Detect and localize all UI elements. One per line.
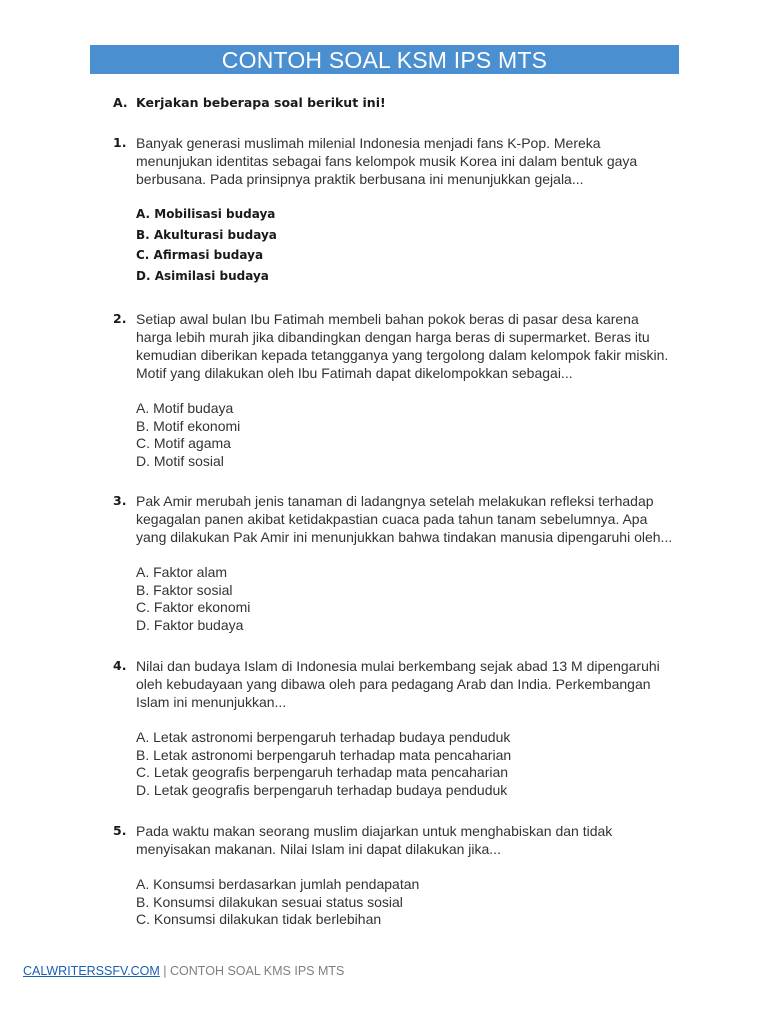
option-c: C. Afirmasi budaya	[136, 248, 264, 263]
page-title: CONTOH SOAL KSM IPS MTS	[221, 47, 548, 73]
section-instruction	[113, 95, 386, 110]
option-c: C. Konsumsi dilakukan tidak berlebihan	[136, 911, 382, 928]
question-5	[113, 822, 673, 929]
options-list	[136, 729, 673, 799]
question-3	[113, 492, 673, 634]
option-a: A. Konsumsi berdasarkan jumlah pendapatan	[136, 876, 420, 892]
option-b: B. Konsumsi dilakukan sesuai status sosial	[136, 893, 403, 910]
question-number: 5.	[113, 823, 127, 838]
question-number: 2.	[113, 311, 127, 326]
options-list	[136, 204, 673, 286]
option-d: D. Asimilasi budaya	[136, 268, 269, 283]
option-d: D. Faktor budaya	[136, 616, 244, 633]
question-text: Setiap awal bulan Ibu Fatimah membeli bahan pokok beras di pasar desa karena harga lebih murah jika dibandingkan dengan harga beras di supermarket. Beras itu kemudian diberikan kepada tetangganya yang tergolong dalam kelompok fakir miskin. Motif yang dilakukan oleh Ibu Fatimah dapat dikelompokkan sebagai...	[136, 311, 669, 381]
page-footer	[23, 964, 344, 978]
footer-text: CONTOH SOAL KMS IPS MTS	[170, 964, 345, 978]
footer-separator: |	[159, 964, 171, 978]
page-title-banner	[90, 45, 679, 74]
options-list	[136, 564, 673, 634]
option-b: B. Akulturasi budaya	[136, 227, 277, 242]
option-b: B. Faktor sosial	[136, 581, 233, 598]
option-a: A. Letak astronomi berpengaruh terhadap budaya penduduk	[136, 729, 511, 745]
option-a: A. Faktor alam	[136, 564, 228, 580]
option-d: D. Motif sosial	[136, 452, 224, 469]
question-text: Nilai dan budaya Islam di Indonesia mulai berkembang sejak abad 13 M dipengaruhi oleh kebudayaan yang dibawa oleh para pedagang Arab dan India. Perkembangan Islam ini menunjukkan...	[136, 658, 660, 710]
option-a: A. Mobilisasi budaya	[136, 207, 276, 221]
question-text: Banyak generasi muslimah milenial Indonesia menjadi fans K-Pop. Mereka menunjukan identitas sebagai fans kelompok musik Korea ini dalam bentuk gaya berbusana. Pada prinsipnya praktik berbusana ini menunjukkan gejala...	[136, 135, 638, 187]
question-text: Pada waktu makan seorang muslim diajarkan untuk menghabiskan dan tidak menyisakan makanan. Nilai Islam ini dapat dilakukan jika...	[136, 823, 613, 857]
question-text: Pak Amir merubah jenis tanaman di ladangnya setelah melakukan refleksi terhadap kegagalan panen akibat ketidakpastian cuaca pada tahun tanam sebelumnya. Apa yang dilakukan Pak Amir ini menunjukkan bahwa tindakan manusia dipengaruhi oleh...	[136, 493, 673, 545]
question-1	[113, 134, 673, 286]
option-c: C. Letak geografis berpengaruh terhadap mata pencaharian	[136, 764, 509, 781]
option-d: D. Letak geografis berpengaruh terhadap budaya penduduk	[136, 781, 508, 798]
option-c: C. Faktor ekonomi	[136, 599, 251, 616]
question-number: 4.	[113, 658, 127, 673]
section-letter: A.	[113, 95, 128, 110]
option-c: C. Motif agama	[136, 435, 231, 452]
footer-site-link[interactable]: CALWRITERSSFV.COM	[23, 964, 160, 978]
question-number: 1.	[113, 135, 127, 150]
option-b: B. Letak astronomi berpengaruh terhadap mata pencaharian	[136, 746, 512, 763]
options-list	[136, 400, 673, 470]
instruction-text: Kerjakan beberapa soal berikut ini!	[136, 95, 386, 110]
question-2	[113, 310, 673, 470]
question-number: 3.	[113, 493, 127, 508]
option-b: B. Motif ekonomi	[136, 417, 241, 434]
options-list	[136, 876, 673, 929]
option-a: A. Motif budaya	[136, 400, 234, 416]
question-4	[113, 657, 673, 799]
